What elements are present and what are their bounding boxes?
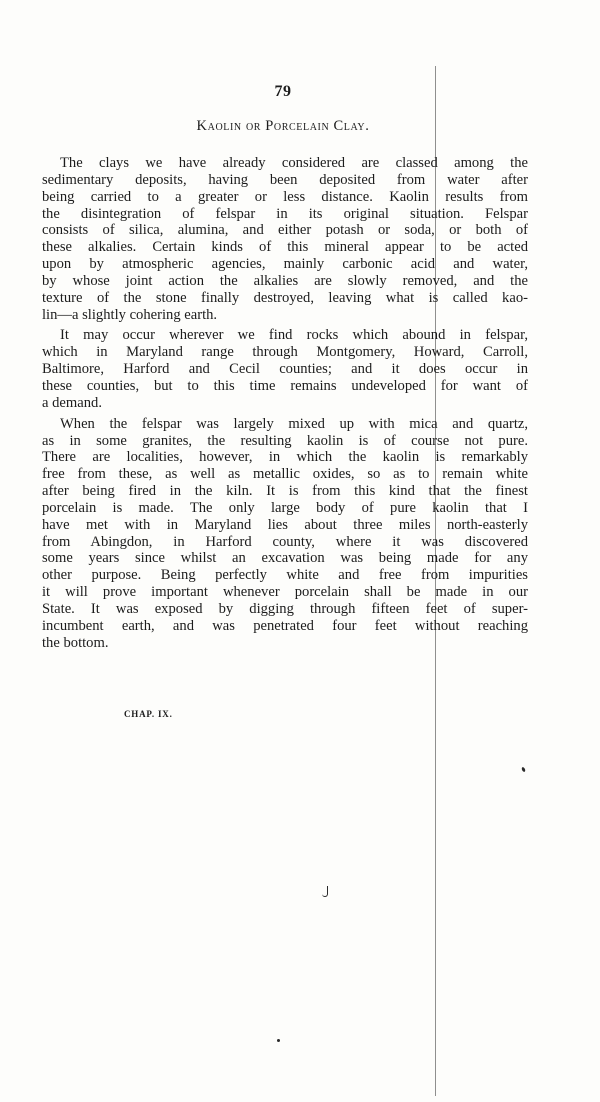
text-line: as in some granites, the resulting kaolin is of course not pure. — [42, 432, 528, 449]
page-number: 79 — [274, 83, 292, 100]
text-line: after being fired in the kiln. It is from this kind that the finest — [42, 483, 528, 500]
text-line: sedimentary deposits, having been deposited from water after — [42, 171, 528, 188]
text-line: which in Maryland range through Montgomery, Howard, Carroll, — [42, 344, 528, 361]
paragraph-pure-kaolin — [42, 416, 528, 652]
text-line: it will prove important whenever porcelain shall be made in our — [42, 584, 528, 601]
text-line: It may occur wherever we find rocks which abound in felspar, — [60, 327, 528, 344]
text-line: consists of silica, alumina, and either potash or soda, or both of — [42, 222, 528, 239]
text-line: some years since whilst an excavation was being made for any — [42, 550, 528, 567]
chapter-catchword: CHAP. IX. — [124, 709, 173, 719]
text-line: from Abingdon, in Harford county, where it was discovered — [42, 533, 528, 550]
paragraph-kaolin-origin — [42, 155, 528, 323]
text-line: lin—a slightly cohering earth. — [42, 306, 218, 323]
text-line: porcelain is made. The only large body of pure kaolin that I — [42, 499, 528, 516]
paragraph-maryland-occurrence — [42, 327, 528, 411]
text-line: The clays we have already considered are classed among the — [60, 155, 528, 171]
text-line: other purpose. Being perfectly white and free from impurities — [42, 567, 528, 584]
section-heading: Kaolin or Porcelain Clay. — [196, 118, 370, 134]
scan-speck — [277, 1039, 280, 1042]
text-line: by whose joint action the alkalies are slowly removed, and the — [42, 272, 528, 289]
text-line: upon by atmospheric agencies, mainly carbonic acid and water, — [42, 256, 528, 273]
text-line: Baltimore, Harford and Cecil counties; and it does occur in — [42, 361, 528, 378]
text-line: a demand. — [42, 394, 102, 411]
text-line: When the felspar was largely mixed up with mica and quartz, — [60, 415, 528, 432]
text-line: free from these, as well as metallic oxides, so as to remain white — [42, 466, 528, 483]
text-line: texture of the stone finally destroyed, leaving what is called kao- — [42, 289, 528, 306]
scan-speck — [322, 886, 328, 897]
body-text — [42, 155, 528, 655]
text-line: the bottom. — [42, 634, 109, 651]
text-line: incumbent earth, and was penetrated four feet without reaching — [42, 617, 528, 634]
text-line: have met with in Maryland lies about three miles north-easterly — [42, 516, 528, 533]
scan-speck — [521, 767, 526, 773]
text-line: There are localities, however, in which the kaolin is remarkably — [42, 449, 528, 466]
text-line: these alkalies. Certain kinds of this mineral appear to be acted — [42, 239, 528, 256]
text-line: being carried to a greater or less distance. Kaolin results from — [42, 188, 528, 205]
text-line: State. It was exposed by digging through fifteen feet of super- — [42, 600, 528, 617]
text-line: the disintegration of felspar in its original situation. Felspar — [42, 205, 528, 222]
text-line: these counties, but to this time remains undeveloped for want of — [42, 377, 528, 394]
